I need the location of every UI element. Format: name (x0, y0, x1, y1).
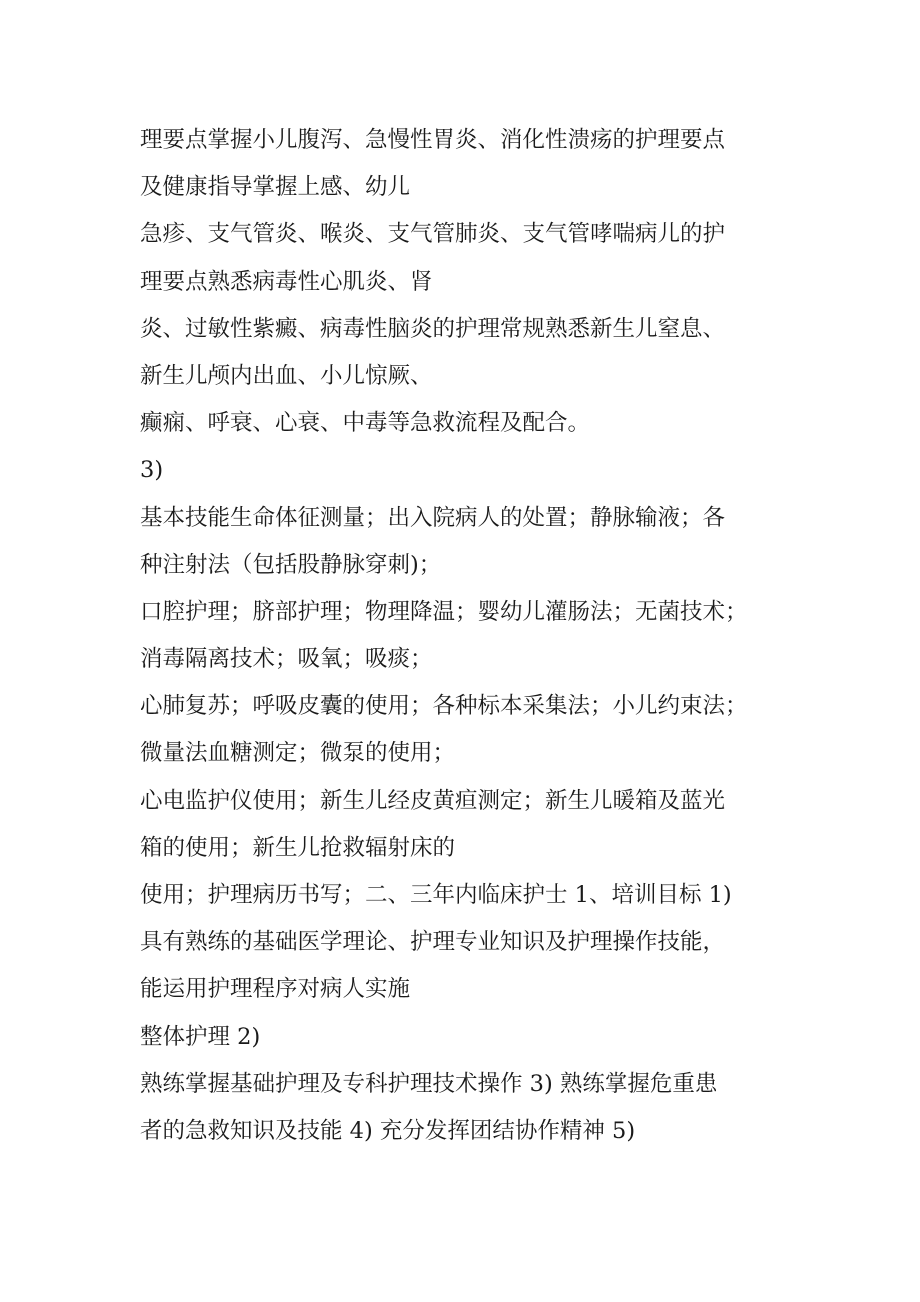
text-line: 整体护理 2) (140, 1023, 261, 1050)
text-line: 种注射法（包括股静脉穿刺)； (140, 551, 442, 578)
text-line: 基本技能生命体征测量；出入院病人的处置；静脉输液；各 (140, 504, 726, 531)
text-line: 微量法血糖测定；微泵的使用； (140, 740, 456, 767)
text-line: 理要点熟悉病毒性心肌炎、肾 (140, 268, 433, 295)
text-line: 消毒隔离技术；吸氧；吸痰； (140, 646, 433, 673)
text-line: 新生儿颅内出血、小儿惊厥、 (140, 362, 433, 389)
text-line: 者的急救知识及技能 4) 充分发挥团结协作精神 5) (140, 1117, 636, 1144)
text-line: 心肺复苏；呼吸皮囊的使用；各种标本采集法；小儿约束法； (140, 693, 748, 720)
document-body (140, 117, 800, 1155)
text-line: 急疹、支气管炎、喉炎、支气管肺炎、支气管哮喘病儿的护 (140, 221, 726, 248)
text-line: 具有熟练的基础医学理论、护理专业知识及护理操作技能， (140, 929, 726, 956)
text-line: 口腔护理；脐部护理；物理降温；婴幼儿灌肠法；无菌技术； (140, 598, 748, 625)
text-line: 及健康指导掌握上感、幼儿 (140, 174, 411, 201)
text-line: 癫痫、呼衰、心衰、中毒等急救流程及配合。 (140, 410, 591, 437)
text-line: 理要点掌握小儿腹泻、急慢性胃炎、消化性溃疡的护理要点 (140, 127, 726, 153)
text-line: 箱的使用；新生儿抢救辐射床的 (140, 834, 456, 861)
text-line: 炎、过敏性紫癜、病毒性脑炎的护理常规熟悉新生儿窒息、 (140, 315, 726, 342)
text-line: 能运用护理程序对病人实施 (140, 976, 411, 1003)
text-line: 使用；护理病历书写；二、三年内临床护士 1、培训目标 1) (140, 882, 732, 908)
text-line: 熟练掌握基础护理及专科护理技术操作 3) 熟练掌握危重患 (140, 1070, 718, 1097)
section-number: 3) (140, 457, 164, 484)
text-line: 心电监护仪使用；新生儿经皮黄疸测定；新生儿暖箱及蓝光 (140, 787, 726, 814)
